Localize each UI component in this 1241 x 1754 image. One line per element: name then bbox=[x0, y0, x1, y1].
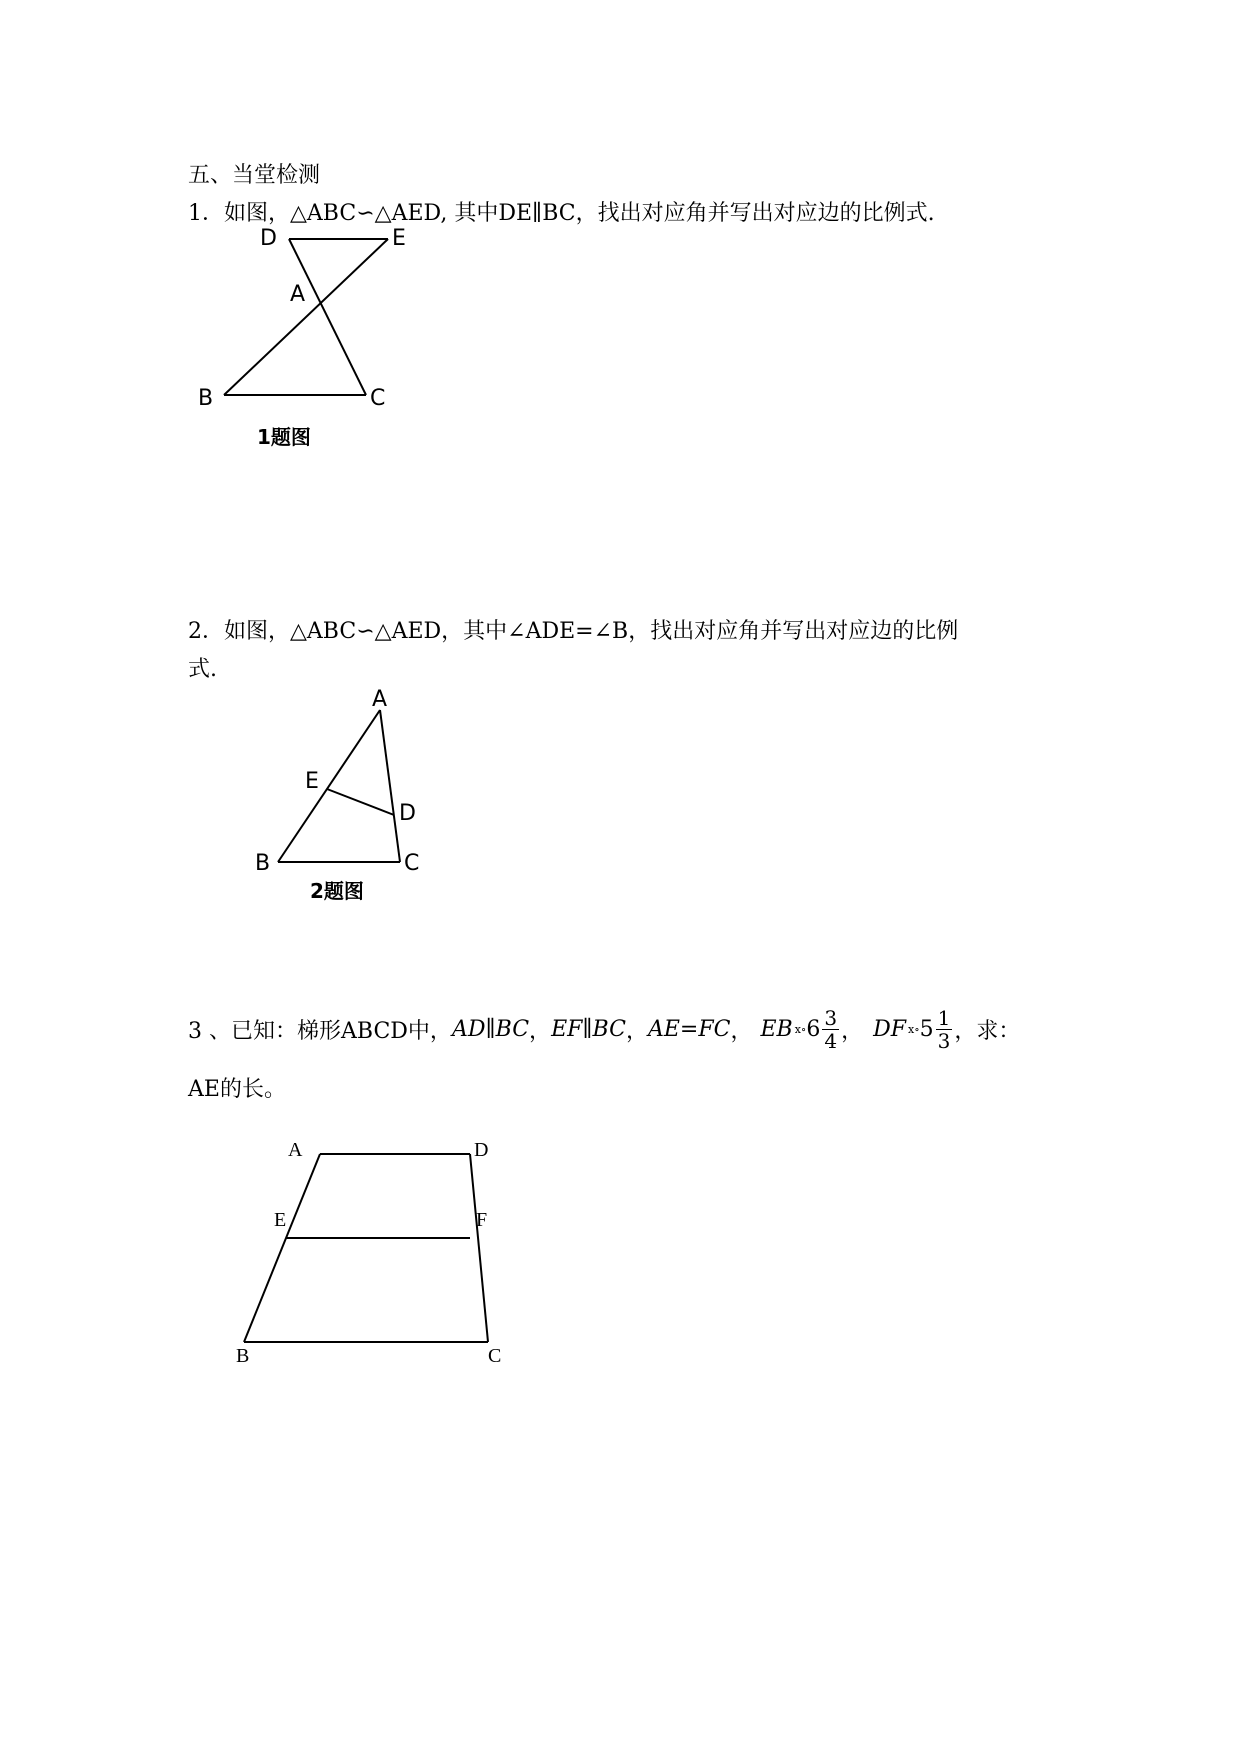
q3-label-e: E bbox=[274, 1209, 287, 1231]
q2-segment-ed bbox=[327, 789, 394, 815]
q3-separator-1: ， bbox=[529, 1018, 552, 1044]
q3-eb-whole: 6 bbox=[806, 1016, 821, 1042]
q1-label-c: C bbox=[370, 386, 386, 411]
q3-label-a: A bbox=[288, 1139, 303, 1161]
q3-text-line1 bbox=[188, 1004, 1020, 1054]
q1-label-a: A bbox=[290, 282, 306, 307]
q3-label-f: F bbox=[476, 1209, 488, 1231]
q1-text: 1．如图，△ABC∽△AED, 其中DE∥BC，找出对应角并写出对应边的比例式. bbox=[188, 201, 935, 226]
q3-segment-ab bbox=[244, 1154, 320, 1342]
q3-condition-ad-bc: AD∥BC bbox=[451, 1016, 530, 1042]
q3-figure bbox=[230, 1130, 510, 1370]
q3-df-denominator: 3 bbox=[937, 1028, 951, 1053]
q2-label-b: B bbox=[255, 851, 271, 876]
q3-suffix: ，求： bbox=[954, 1018, 1021, 1044]
q2-figure bbox=[250, 688, 450, 908]
q1-label-e: E bbox=[392, 226, 406, 251]
q1-segment-eb bbox=[224, 239, 388, 395]
q3-condition-ae-fc: AE=FC bbox=[647, 1016, 731, 1042]
q1-caption: 1题图 bbox=[257, 425, 311, 449]
q3-df-whole: 5 bbox=[919, 1016, 934, 1042]
q2-segment-ab bbox=[278, 710, 380, 862]
q2-text-line1: 2．如图，△ABC∽△AED，其中∠ADE=∠B，找出对应角并写出对应边的比例 bbox=[188, 619, 959, 644]
q3-eb-numerator: 3 bbox=[824, 1005, 838, 1030]
section-title: 五、当堂检测 bbox=[188, 163, 321, 188]
q2-text-line2: 式. bbox=[188, 657, 217, 682]
q1-label-d: D bbox=[260, 226, 277, 251]
q2-label-e: E bbox=[305, 769, 319, 794]
q3-eb-fraction bbox=[822, 1007, 839, 1052]
q3-df-value bbox=[873, 1007, 954, 1052]
q3-separator-4: ， bbox=[841, 1018, 864, 1044]
q3-df-numerator: 1 bbox=[937, 1005, 951, 1030]
q2-segment-ac bbox=[380, 710, 400, 862]
q2-label-d: D bbox=[399, 801, 416, 826]
q3-eb-denominator: 4 bbox=[824, 1028, 838, 1053]
q3-condition-ef-bc: EF∥BC bbox=[551, 1016, 626, 1042]
q3-eb-equals-glyph: ⅹ∘ bbox=[794, 1022, 807, 1036]
q3-label-d: D bbox=[474, 1139, 489, 1161]
q2-label-c: C bbox=[404, 851, 420, 876]
q3-label-b: B bbox=[236, 1345, 250, 1367]
q2-label-a: A bbox=[372, 688, 388, 712]
q3-text-line2: AE的长。 bbox=[188, 1077, 286, 1102]
q1-figure bbox=[190, 225, 430, 455]
q3-separator-2: ， bbox=[625, 1018, 648, 1044]
q3-df-label: DF bbox=[873, 1016, 906, 1042]
q3-eb-label: EB bbox=[760, 1016, 793, 1042]
q1-label-b: B bbox=[198, 386, 214, 411]
q3-prefix: 3 、已知：梯形ABCD中， bbox=[188, 1018, 452, 1044]
q1-segment-dc bbox=[289, 239, 366, 395]
q3-separator-3: ， bbox=[730, 1018, 753, 1044]
q3-segment-dc bbox=[470, 1154, 488, 1342]
q3-df-equals-glyph: ⅹ∘ bbox=[907, 1022, 920, 1036]
q3-label-c: C bbox=[488, 1345, 502, 1367]
q2-caption: 2题图 bbox=[310, 879, 364, 903]
q3-df-fraction bbox=[936, 1007, 953, 1052]
q3-eb-value bbox=[760, 1007, 841, 1052]
